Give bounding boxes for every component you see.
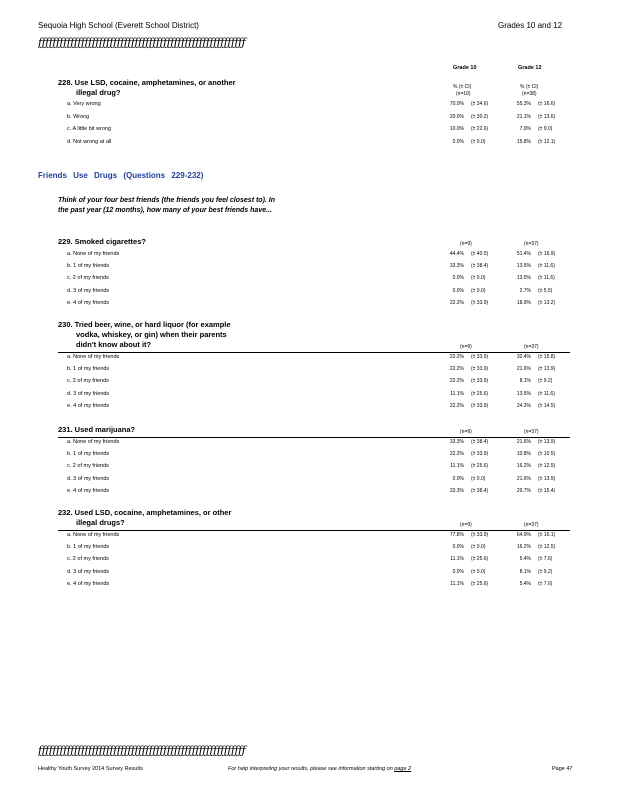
grade10-ci: (± 0.0) xyxy=(471,544,486,551)
grade10-pct-ci: % (± CI) xyxy=(453,84,472,90)
grade10-ci: (± 0.0) xyxy=(471,568,486,575)
option-label: b. 1 of my friends xyxy=(67,451,110,458)
grade10-ci: (± 25.6) xyxy=(471,556,489,563)
grade12-ci: (± 12.5) xyxy=(538,463,556,470)
grade10-value: 10.0% xyxy=(449,126,464,132)
header-decoration: ƒƒƒƒƒƒƒƒƒƒƒƒƒƒƒƒƒƒƒƒƒƒƒƒƒƒƒƒƒƒƒƒƒƒƒƒƒƒƒƒƒƒƒƒƒƒƒƒƒƒƒƒƒƒƒƒƒƒ xyxy=(38,36,246,49)
option-label: b. 1 of my friends xyxy=(67,366,110,373)
grade10-ci: (± 0.0) xyxy=(471,287,486,294)
grade12-ci: (± 16.9) xyxy=(538,251,556,257)
grade12-value: 21.6% xyxy=(516,366,531,373)
grade12-n: (n=37) xyxy=(524,429,539,435)
grade12-value: 13.5% xyxy=(516,275,531,282)
grade10-value: 0.0% xyxy=(452,544,464,551)
grade10-value: 44.4% xyxy=(449,251,464,257)
grade12-value: 64.9% xyxy=(516,532,531,538)
grade12-ci: (± 9.2) xyxy=(538,378,553,385)
grade10-ci: (± 33.9) xyxy=(471,451,489,458)
option-label: b. 1 of my friends xyxy=(67,263,110,270)
grade10-ci: (± 38.4) xyxy=(471,439,489,445)
grade10-value: 11.1% xyxy=(450,556,464,563)
grade10-ci: (± 33.9) xyxy=(471,402,489,409)
option-label: d. 3 of my friends xyxy=(67,475,110,482)
grade12-ci: (± 7.6) xyxy=(538,580,553,587)
grade10-value: 22.2% xyxy=(449,451,464,458)
grade10-value: 11.1% xyxy=(450,580,464,587)
grade10-value: 0.0% xyxy=(452,568,464,575)
grade10-value: 22.2% xyxy=(449,366,464,373)
grade12-ci: (± 13.9) xyxy=(538,475,556,482)
grade10-ci: (± 25.6) xyxy=(471,463,489,470)
grade10-value: 0.0% xyxy=(452,475,464,482)
divider xyxy=(58,352,570,353)
grade10-ci: (± 33.9) xyxy=(471,354,489,360)
grade10-value: 0.0% xyxy=(452,275,464,282)
grade12-value: 5.4% xyxy=(519,556,531,563)
option-label: e. 4 of my friends xyxy=(67,402,110,409)
option-label: e. 4 of my friends xyxy=(67,580,110,587)
option-label: c. 2 of my friends xyxy=(67,463,109,470)
grade10-ci: (± 38.4) xyxy=(471,263,489,270)
option-label: d. 3 of my friends xyxy=(67,287,110,294)
q228-title-line1: 228. Use LSD, cocaine, amphetamines, or another xyxy=(58,78,236,87)
grade10-ci: (± 0.0) xyxy=(471,138,486,145)
grade10-ci: (± 25.6) xyxy=(471,390,489,397)
grade12-ci: (± 11.6) xyxy=(538,275,555,282)
grade12-ci: (± 9.2) xyxy=(538,568,553,575)
grade12-ci: (± 7.6) xyxy=(538,556,553,563)
option-label: b. 1 of my friends xyxy=(67,544,110,551)
grade12-ci: (± 13.9) xyxy=(538,439,556,445)
grade12-value: 21.1% xyxy=(516,113,531,120)
grade10-value: 11.1% xyxy=(450,463,464,470)
grade10-value: 11.1% xyxy=(450,390,464,397)
grade12-value: 21.6% xyxy=(516,475,531,482)
page-number: Page 47 xyxy=(552,766,573,772)
option-label: d. 3 of my friends xyxy=(67,390,110,397)
grade10-value: 22.2% xyxy=(449,378,464,385)
question-title: didn't know about it? xyxy=(76,340,152,349)
grade10-value: 22.2% xyxy=(449,402,464,409)
footer-help-text xyxy=(228,766,411,772)
grade12-ci: (± 13.9) xyxy=(538,366,556,373)
grade10-ci: (± 33.9) xyxy=(471,532,489,538)
option-label: a. None of my friends xyxy=(67,354,120,360)
grade10-ci: (± 0.0) xyxy=(471,275,486,282)
grade10-value: 0.0% xyxy=(452,287,464,294)
grade10-ci: (± 40.5) xyxy=(471,251,489,257)
grades-label: Grades 10 and 12 xyxy=(498,21,563,30)
section-intro: Think of your four best friends (the friends you feel closest to). In the past year (12 months), how many of your best friends have... xyxy=(58,197,276,214)
grade10-ci: (± 33.9) xyxy=(471,378,489,385)
grade12-value: 10.8% xyxy=(516,451,531,458)
grade10-n: (n=9) xyxy=(460,241,472,247)
option-label: e. 4 of my friends xyxy=(67,487,110,494)
grade12-ci: (± 12.1) xyxy=(538,138,556,145)
grade12-value: 15.8% xyxy=(516,138,531,145)
grade12-value: 51.4% xyxy=(516,251,531,257)
grade12-value: 13.5% xyxy=(516,390,531,397)
grade10-ci: (± 33.9) xyxy=(471,299,489,306)
grade12-n: (n=37) xyxy=(524,241,539,247)
grade10-value: 0.0% xyxy=(452,138,464,145)
q228-title-line2: illegal drug? xyxy=(76,88,121,97)
grade10-n: (n=10) xyxy=(456,91,471,97)
grade10-ci: (± 0.0) xyxy=(471,475,486,482)
grade12-ci: (± 10.5) xyxy=(538,451,556,458)
grade12-value: 55.3% xyxy=(516,101,531,107)
grade10-value: 70.0% xyxy=(449,101,464,107)
grade10-value: 22.2% xyxy=(449,354,464,360)
grade12-value: 32.4% xyxy=(516,354,531,360)
grade10-ci: (± 33.9) xyxy=(471,366,489,373)
grade10-ci: (± 38.4) xyxy=(471,487,489,494)
grade12-value: 5.4% xyxy=(519,580,531,587)
divider xyxy=(58,437,570,438)
grade12-ci: (± 15.8) xyxy=(538,354,556,360)
grade10-value: 22.2% xyxy=(449,299,464,306)
grade12-value: 16.2% xyxy=(516,463,531,470)
grade12-value: 29.7% xyxy=(516,487,531,494)
grade12-ci: (± 12.5) xyxy=(538,544,556,551)
option-label: d. Not wrong at all xyxy=(67,138,112,145)
grade12-ci: (± 5.5) xyxy=(538,287,553,294)
option-label: a. Very wrong xyxy=(67,101,101,107)
grade12-value: 16.2% xyxy=(516,544,531,551)
grade10-n: (n=9) xyxy=(460,344,472,350)
grade12-ci: (± 9.0) xyxy=(538,126,553,132)
grade12-header: Grade 12 xyxy=(518,65,542,71)
school-name: Sequoia High School (Everett School District) xyxy=(38,21,199,30)
grade12-value: 8.1% xyxy=(519,378,531,385)
grade12-value: 2.7% xyxy=(519,287,531,294)
option-label: d. 3 of my friends xyxy=(67,568,110,575)
grade12-value: 8.1% xyxy=(519,568,531,575)
grade12-ci: (± 15.4) xyxy=(538,487,556,494)
option-label: c. 2 of my friends xyxy=(67,275,109,282)
option-label: b. Wrong xyxy=(67,113,90,120)
option-label: c. 2 of my friends xyxy=(67,378,109,385)
footer-decoration: ƒƒƒƒƒƒƒƒƒƒƒƒƒƒƒƒƒƒƒƒƒƒƒƒƒƒƒƒƒƒƒƒƒƒƒƒƒƒƒƒƒƒƒƒƒƒƒƒƒƒƒƒƒƒƒƒƒƒ xyxy=(38,744,246,757)
page-2-link[interactable]: page 2 xyxy=(394,766,412,772)
grade10-header: Grade 10 xyxy=(453,65,477,71)
grade10-value: 33.3% xyxy=(449,263,464,270)
grade12-ci: (± 13.2) xyxy=(538,299,556,306)
grade12-ci: (± 16.6) xyxy=(538,101,556,107)
grade12-value: 13.5% xyxy=(516,263,531,270)
divider xyxy=(58,530,570,531)
section-title: Friends Use Drugs (Questions 229-232) xyxy=(38,171,204,180)
question-title: illegal drugs? xyxy=(76,518,125,527)
grade12-n: (n=37) xyxy=(524,344,539,350)
grade12-ci: (± 11.6) xyxy=(538,390,555,397)
question-title: 232. Used LSD, cocaine, amphetamines, or other xyxy=(58,508,232,517)
grade10-ci: (± 34.6) xyxy=(471,101,489,107)
grade10-value: 20.0% xyxy=(449,113,464,120)
grade10-ci: (± 22.6) xyxy=(471,126,489,132)
grade12-ci: (± 16.1) xyxy=(538,532,556,538)
grade12-pct-ci: % (± CI) xyxy=(520,84,539,90)
option-label: e. 4 of my friends xyxy=(67,299,110,306)
grade12-n: (n=37) xyxy=(524,522,539,528)
option-label: a. None of my friends xyxy=(67,251,120,257)
question-title: 230. Tried beer, wine, or hard liquor (for example xyxy=(58,320,231,329)
grade12-value: 18.9% xyxy=(516,299,531,306)
grade12-n: (n=38) xyxy=(522,91,537,97)
grade12-value: 21.6% xyxy=(516,439,531,445)
grade10-n: (n=9) xyxy=(460,522,472,528)
question-title: vodka, whiskey, or gin) when their parents xyxy=(76,330,227,339)
option-label: c. A little bit wrong xyxy=(67,126,112,132)
option-label: a. None of my friends xyxy=(67,439,120,445)
grade10-value: 77.8% xyxy=(449,532,464,538)
grade10-ci: (± 30.2) xyxy=(471,113,489,120)
option-label: a. None of my friends xyxy=(67,532,120,538)
grade12-value: 7.9% xyxy=(519,126,531,132)
grade10-n: (n=9) xyxy=(460,429,472,435)
grade12-value: 24.3% xyxy=(516,402,531,409)
question-title: 229. Smoked cigarettes? xyxy=(58,237,146,246)
footer-left: Healthy Youth Survey 2014 Survey Results xyxy=(38,766,143,772)
grade12-ci: (± 13.6) xyxy=(538,113,556,120)
footer-help-label: For help interpreting your results, please see information starting on xyxy=(228,766,393,772)
grade10-ci: (± 25.6) xyxy=(471,580,489,587)
grade12-ci: (± 11.6) xyxy=(538,263,555,270)
grade12-ci: (± 14.5) xyxy=(538,402,556,409)
grade10-value: 33.3% xyxy=(449,439,464,445)
option-label: c. 2 of my friends xyxy=(67,556,109,563)
question-title: 231. Used marijuana? xyxy=(58,425,136,434)
grade10-value: 33.3% xyxy=(449,487,464,494)
